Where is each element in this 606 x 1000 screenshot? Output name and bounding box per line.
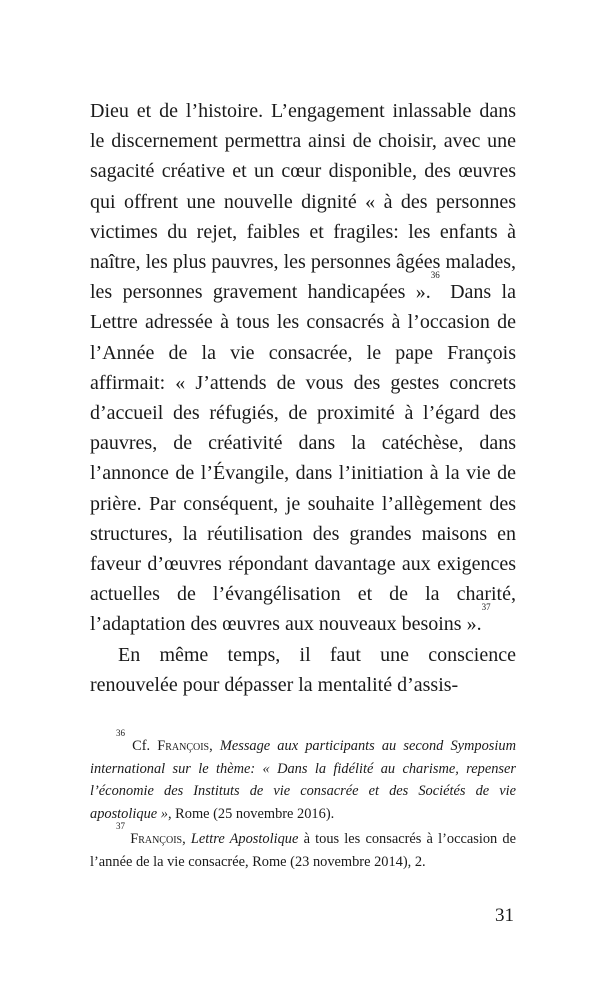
footnote-rest: à tous les consacrés à l’occasion de l’année de la vie consacrée, Rome (23 novembre 2014), 2. <box>90 831 516 870</box>
footnote-number: 36 <box>116 728 125 738</box>
footnote-ref-37[interactable]: 37 <box>481 602 491 613</box>
page-number: 31 <box>495 905 514 926</box>
footnote-rest: , Rome (25 novembre 2016). <box>167 805 335 822</box>
footnote-number: 37 <box>116 821 125 831</box>
footnote-prefix: Cf. <box>125 738 158 754</box>
main-text <box>90 96 516 700</box>
footnote-author: François <box>157 738 210 754</box>
footnote-author: François <box>130 831 183 847</box>
paragraph-1-text-a: Dieu et de l’histoire. L’engagement inlassable dans le discernement permettra ainsi de choisir, avec une sagacité créative et un cœur disponible, des œuvres qui offrent une nouvelle dignité « à des personnes victimes du rejet, faibles et fragiles: les enfants à naître, les plus pauvres, les personnes âgées malades, les personnes gravement handicapées ». <box>90 100 516 304</box>
footnote-ref-36[interactable]: 36 <box>430 270 440 281</box>
footnote-title: Lettre Apostolique <box>190 831 299 847</box>
footnotes <box>90 728 516 876</box>
paragraph-2: En même temps, il faut une conscience renouvelée pour dépasser la mentalité d’assis- <box>90 643 516 696</box>
footnote-36: $^{36}$ Cf. François, Message aux participants au second Symposium international sur le thème: « Dans la fidélité au charisme, repenser l’économie des Instituts de vie consacrée et des Sociétés de vie apostolique », Rome (25 novembre 2016). <box>90 728 516 822</box>
paragraph-1-text-b: Dans la Lettre adressée à tous les consacrés à l’occasion de l’Année de la vie consacrée, le pape François affirmait: « J’attends de vous des gestes concrets d’accueil des réfugiés, de proximité à l’égard des pauvres, de créativité dans la catéchèse, dans l’annonce de l’Évangile, dans l’initiation à la vie de prière. Par conséquent, je souhaite l’allègement des structures, la réutilisation des grandes maisons en faveur d’œuvres répondant davantage aux exigences actuelles de l’évangélisation et de la charité, l’adaptation des œuvres aux nouveaux besoins ». <box>90 281 516 636</box>
footnote-37: $^{37}$ François, Lettre Apostolique à tous les consacrés à l’occasion de l’année de la vie consacrée, Rome (23 novembre 2014), 2. <box>90 821 516 870</box>
footnote-title: Message aux participants au second Symposium international sur le thème: « Dans la fidélité au charisme, repenser l’économie des Instituts de vie consacrée et des Sociétés de vie apostolique » <box>90 738 516 822</box>
paragraph-1 <box>90 96 516 640</box>
